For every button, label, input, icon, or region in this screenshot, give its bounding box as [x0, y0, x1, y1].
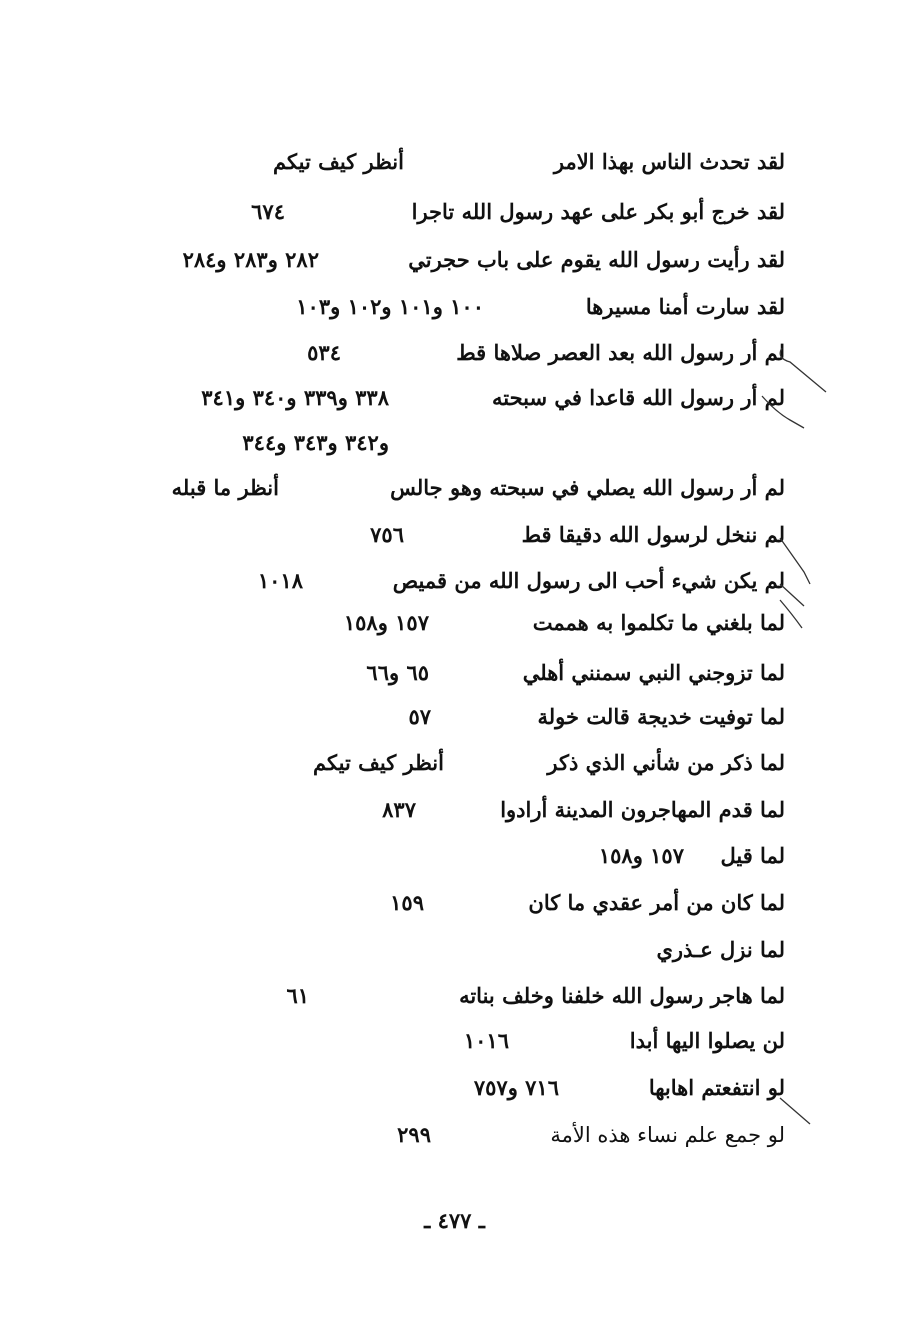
entry-reference: أنظر ما قبله: [171, 475, 279, 500]
page-number: ـ ٤٧٧ ـ: [424, 1208, 485, 1233]
entry-phrase: لما نزل عـذري: [656, 937, 785, 962]
entry-phrase: لما تزوجني النبي سمنني أهلي: [522, 660, 785, 685]
entry-phrase: لما توفيت خديجة قالت خولة: [537, 704, 785, 729]
entry-phrase: لن يصلوا اليها أبدا: [629, 1028, 785, 1053]
entry-phrase: لما قيل: [720, 843, 785, 868]
entry-reference: ١٥٩: [390, 890, 424, 915]
margin-tick-mark: [780, 348, 826, 392]
entry-phrase: لقد تحدث الناس بهذا الامر: [553, 149, 785, 174]
entry-reference: ٦٥ و٦٦: [366, 660, 429, 685]
entry-reference: ١٠١٨: [257, 568, 303, 593]
entry-phrase: لما كان من أمر عقدي ما كان: [528, 890, 785, 915]
entry-reference: ٣٣٨ و٣٣٩ و٣٤٠ و٣٤١: [201, 385, 389, 410]
entry-reference: ١٥٧ و١٥٨: [343, 610, 429, 635]
entry-phrase: لو انتفعتم اهابها: [648, 1075, 785, 1100]
entry-phrase: لم يكن شيء أحب الى رسول الله من قميص: [392, 568, 785, 593]
entry-reference: ١٠٠ و١٠١ و١٠٢ و١٠٣: [296, 294, 484, 319]
entry-reference: ٥٧: [408, 704, 431, 729]
entry-reference: ٧١٦ و٧٥٧: [473, 1075, 559, 1100]
entry-phrase: لما بلغني ما تكلموا به هممت: [532, 610, 785, 635]
entry-reference: ١٠١٦: [463, 1028, 509, 1053]
entry-reference: ١٥٧ و١٥٨: [598, 843, 684, 868]
entry-phrase: لم أر رسول الله يصلي في سبحته وهو جالس: [390, 475, 785, 500]
entry-phrase: لو جمع علم نساء هذه الأمة: [550, 1123, 785, 1147]
entry-phrase: لقد رأيت رسول الله يقوم على باب حجرتي: [408, 247, 785, 272]
entry-phrase: لم أر رسول الله بعد العصر صلاها قط: [456, 340, 785, 365]
entry-reference: ٢٨٢ و٢٨٣ و٢٨٤: [182, 247, 319, 272]
entry-reference: ٨٣٧: [382, 797, 416, 822]
entry-reference: أنظر كيف تيكم: [313, 750, 444, 775]
entry-phrase: لما قدم المهاجرون المدينة أرادوا: [500, 797, 785, 822]
entry-phrase: لم ننخل لرسول الله دقيقا قط: [521, 522, 785, 547]
entry-phrase: لما ذكر من شأني الذي ذكر: [547, 750, 785, 775]
entry-phrase: لقد سارت أمنا مسيرها: [585, 294, 785, 319]
entry-phrase: لقد خرج أبو بكر على عهد رسول الله تاجرا: [411, 199, 785, 224]
entry-reference: ٢٩٩: [397, 1122, 431, 1147]
entry-reference: أنظر كيف تيكم: [273, 149, 404, 174]
entry-phrase: لم أر رسول الله قاعدا في سبحته: [492, 385, 785, 410]
entry-reference: ٧٥٦: [370, 522, 404, 547]
entry-reference-continuation: و٣٤٢ و٣٤٣ و٣٤٤: [242, 430, 389, 455]
entry-reference: ٥٣٤: [307, 340, 341, 365]
entry-reference: ٦٧٤: [251, 199, 285, 224]
entry-phrase: لما هاجر رسول الله خلفنا وخلف بناته: [459, 983, 785, 1008]
entry-reference: ٦١: [286, 983, 309, 1008]
